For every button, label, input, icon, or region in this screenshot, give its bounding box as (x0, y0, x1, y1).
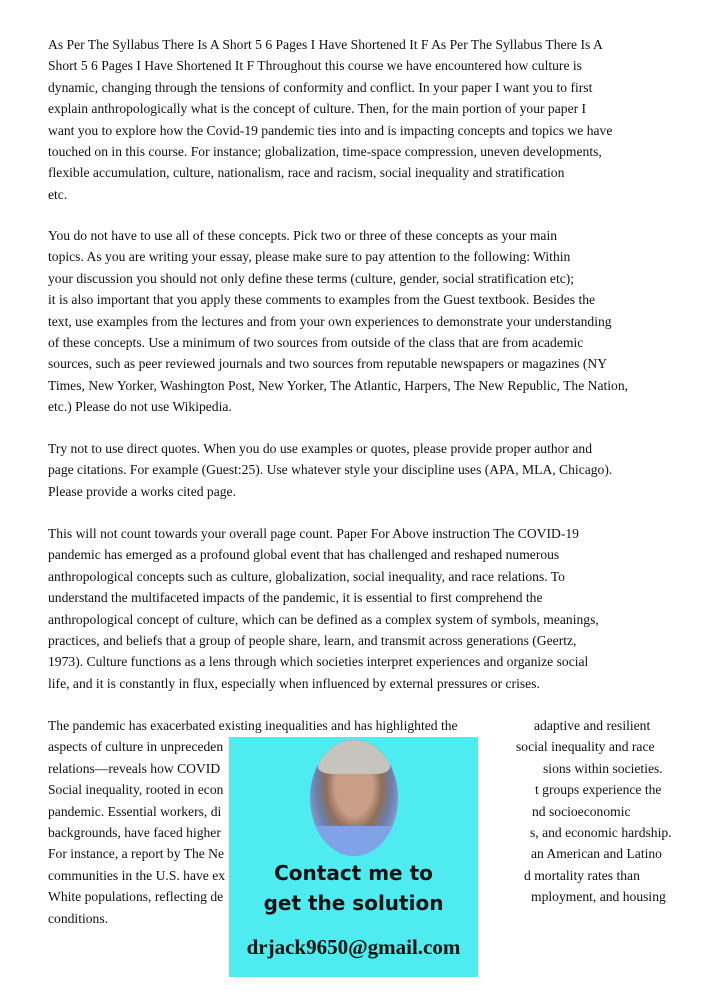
text-line: understand the multifaceted impacts of the pandemic, it is essential to first comprehend the (48, 590, 543, 606)
text-fragment-left: Social inequality, rooted in econ (48, 782, 224, 798)
text-line: As Per The Syllabus There Is A Short 5 6 Pages I Have Shortened It F As Per The Syllabus There Is A (48, 37, 603, 52)
text-line: it is also important that you apply these comments to examples from the Guest textbook. Besides the (48, 292, 596, 308)
text-fragment-left: communities in the U.S. have ex (48, 867, 226, 883)
paragraph-3 (48, 438, 688, 502)
text-fragment-right: mployment, and housing (531, 889, 666, 905)
text-fragment-right: t groups experience the (535, 782, 662, 798)
contact-overlay[interactable] (229, 737, 478, 977)
text-line: touched on in this course. For instance; globalization, time-space compression, uneven developments, (48, 143, 602, 159)
text-line: Times, New Yorker, Washington Post, New Yorker, The Atlantic, Harpers, The New Republic, The Nation, (48, 377, 629, 393)
text-fragment-right: nd socioeconomic (532, 803, 631, 819)
paragraph-2 (48, 225, 688, 418)
text-line: pandemic has emerged as a profound global event that has challenged and reshaped numerous (48, 547, 560, 563)
text-fragment-left: For instance, a report by The Ne (48, 846, 225, 862)
text-fragment-right: an American and Latino (531, 846, 662, 862)
text-line: anthropological concepts such as culture, globalization, social inequality, and race relations. To (48, 568, 565, 584)
text-fragment-left: backgrounds, have faced higher (48, 824, 221, 840)
text-line: anthropological concept of culture, which can be defined as a complex system of symbols, meanings, (48, 611, 599, 627)
contact-email[interactable]: drjack9650@gmail.com (246, 935, 461, 959)
cta-line-2: get the solution (263, 891, 444, 915)
text-line: Try not to use direct quotes. When you do use examples or quotes, please provide proper author and (48, 441, 593, 456)
text-fragment-right: social inequality and race (516, 739, 655, 755)
paragraph-4 (48, 523, 688, 694)
text-fragment-left: pandemic. Essential workers, di (48, 803, 222, 819)
text-fragment-left: The pandemic has exacerbated existing inequalities and has highlighted the (48, 718, 458, 733)
cta-line-1: Contact me to (274, 861, 433, 885)
text-fragment-right: d mortality rates than (524, 867, 640, 883)
text-line: life, and it is constantly in flux, especially when influenced by external pressures or crises. (48, 675, 540, 691)
text-line: 1973). Culture functions as a lens through which societies interpret experiences and organize social (48, 654, 589, 670)
text-line: Please provide a works cited page. (48, 483, 236, 499)
text-fragment-left: relations—reveals how COVID (48, 760, 221, 776)
text-line: want you to explore how the Covid-19 pandemic ties into and is impacting concepts and topics we have (48, 122, 613, 138)
text-line: your discussion you should not only define these terms (culture, gender, social stratification etc); (48, 270, 575, 286)
text-line: text, use examples from the lectures and from your own experiences to demonstrate your understanding (48, 313, 612, 329)
paragraph-1 (48, 34, 688, 205)
text-line: Short 5 6 Pages I Have Shortened It F Throughout this course we have encountered how culture is (48, 58, 582, 74)
text-line: explain anthropologically what is the concept of culture. Then, for the main portion of your paper I (48, 101, 587, 117)
text-fragment-left: aspects of culture in unpreceden (48, 739, 224, 755)
text-line: dynamic, changing through the tensions of conformity and conflict. In your paper I want you to first (48, 79, 593, 95)
text-line: This will not count towards your overall page count. Paper For Above instruction The COVID-19 (48, 526, 579, 541)
text-fragment-right: adaptive and resilient (534, 718, 651, 733)
text-fragment-left: White populations, reflecting de (48, 889, 224, 905)
text-line: You do not have to use all of these concepts. Pick two or three of these concepts as your main (48, 228, 558, 243)
text-line: flexible accumulation, culture, nationalism, race and racism, social inequality and stratification (48, 165, 565, 181)
text-line: page citations. For example (Guest:25). Use whatever style your discipline uses (APA, MLA, Chicago). (48, 462, 613, 478)
text-line: of these concepts. Use a minimum of two sources from outside of the class that are from academic (48, 334, 584, 350)
text-line: etc.) Please do not use Wikipedia. (48, 399, 232, 415)
text-fragment-right: s, and economic hardship. (530, 824, 672, 840)
text-line: sources, such as peer reviewed journals and two sources from reputable newspapers or magazines (NY (48, 356, 608, 372)
text-fragment-left: conditions. (48, 910, 109, 926)
profile-photo (310, 740, 398, 856)
text-line: topics. As you are writing your essay, please make sure to pay attention to the following: Within (48, 249, 571, 265)
text-line (48, 715, 688, 736)
text-line: etc. (48, 186, 68, 202)
text-line: practices, and beliefs that a group of people share, learn, and transmit across generations (Geertz, (48, 632, 577, 648)
text-fragment-right: sions within societies. (543, 760, 663, 776)
